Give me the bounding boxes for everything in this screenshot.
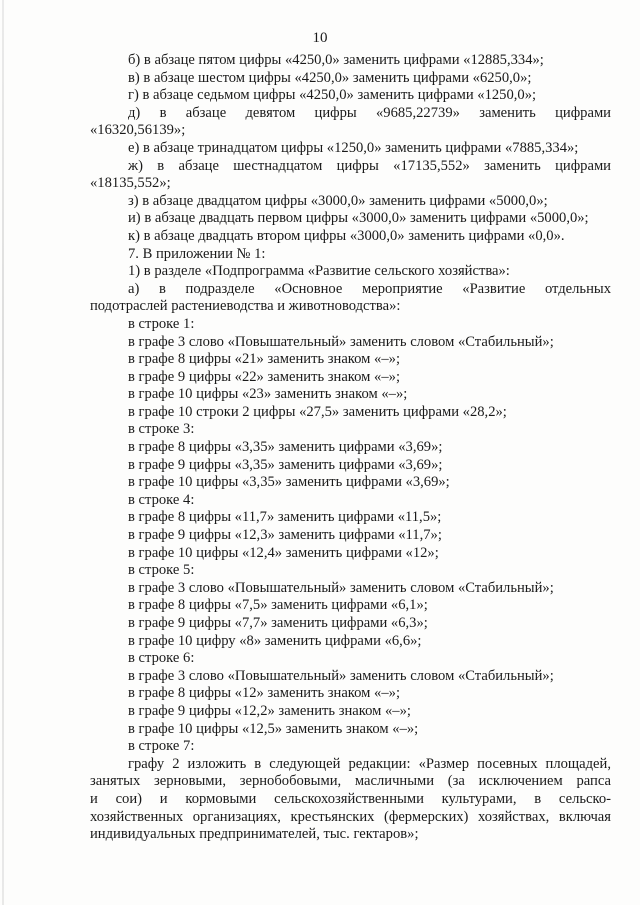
text-line: «16320,56139»; bbox=[90, 122, 186, 139]
text-line: в графе 8 цифры «11,7» заменить цифрами «11,5»; bbox=[128, 509, 442, 526]
text-line: в графе 9 цифры «22» заменить знаком «–»; bbox=[128, 368, 400, 385]
text-line: г) в абзаце седьмом цифры «4250,0» заменить цифрами «1250,0»; bbox=[128, 87, 537, 104]
text-line: занятых зерновыми, зернобобовыми, масличными (за исключением рапса bbox=[90, 773, 611, 790]
text-line: хозяйственных организациях, крестьянских (фермерских) хозяйствах, включая bbox=[90, 808, 611, 825]
text-line: подотраслей растениеводства и животноводства»: bbox=[90, 298, 401, 315]
text-line: а) в подразделе «Основное мероприятие «Развитие отдельных bbox=[128, 280, 611, 297]
text-line: 7. В приложении № 1: bbox=[128, 245, 266, 262]
text-line: в графе 8 цифры «12» заменить знаком «–»; bbox=[128, 685, 400, 702]
text-line: в графе 10 цифры «12,4» заменить цифрами «12»; bbox=[128, 544, 439, 561]
text-line: в строке 6: bbox=[128, 650, 195, 667]
text-line: 1) в разделе «Подпрограмма «Развитие сельского хозяйства»: bbox=[128, 263, 510, 280]
text-line: в строке 1: bbox=[128, 315, 195, 332]
text-line: в строке 3: bbox=[128, 421, 195, 438]
text-line: в графе 3 слово «Повышательный» заменить словом «Стабильный»; bbox=[128, 667, 554, 684]
text-line: в строке 7: bbox=[128, 738, 195, 755]
text-line: в графе 3 слово «Повышательный» заменить словом «Стабильный»; bbox=[128, 333, 554, 350]
text-line: в строке 4: bbox=[128, 491, 195, 508]
scan-edge-shadow bbox=[2, 0, 4, 905]
text-line: в графе 8 цифры «3,35» заменить цифрами «3,69»; bbox=[128, 439, 443, 456]
text-line: «18135,552»; bbox=[90, 175, 171, 192]
text-line: в графе 10 цифру «8» заменить цифрами «6,6»; bbox=[128, 632, 422, 649]
document-body bbox=[90, 52, 611, 844]
text-line: в) в абзаце шестом цифры «4250,0» заменить цифрами «6250,0»; bbox=[128, 69, 532, 86]
text-line: е) в абзаце тринадцатом цифры «1250,0» заменить цифрами «7885,334»; bbox=[128, 139, 579, 156]
text-line: индивидуальных предпринимателей, тыс. гектаров»; bbox=[90, 826, 419, 843]
text-line: в графе 8 цифры «21» заменить знаком «–»; bbox=[128, 351, 400, 368]
text-line: в графе 3 слово «Повышательный» заменить словом «Стабильный»; bbox=[128, 579, 554, 596]
text-line: в графе 10 цифры «23» заменить знаком «–»; bbox=[128, 386, 408, 403]
text-line: в графе 10 цифры «3,35» заменить цифрами «3,69»; bbox=[128, 474, 450, 491]
text-line: в графе 9 цифры «12,2» заменить знаком «–»; bbox=[128, 702, 411, 719]
text-line: в графе 9 цифры «7,7» заменить цифрами «6,3»; bbox=[128, 615, 428, 631]
text-line: к) в абзаце двадцать втором цифры «3000,0» заменить цифрами «0,0». bbox=[128, 227, 565, 244]
text-line: и) в абзаце двадцать первом цифры «3000,0» заменить цифрами «5000,0»; bbox=[128, 210, 589, 227]
text-line: д) в абзаце девятом цифры «9685,22739» заменить цифрами bbox=[128, 104, 611, 121]
text-line: б) в абзаце пятом цифры «4250,0» заменить цифрами «12885,334»; bbox=[128, 52, 544, 68]
text-line: в графе 10 строки 2 цифры «27,5» заменить цифрами «28,2»; bbox=[128, 403, 507, 420]
text-line: в графе 9 цифры «12,3» заменить цифрами «11,7»; bbox=[128, 527, 442, 544]
text-line: в строке 5: bbox=[128, 562, 195, 579]
text-line: ж) в абзаце шестнадцатом цифры «17135,552» заменить цифрами bbox=[128, 157, 611, 174]
text-line: и сои) и кормовыми сельскохозяйственными культурами, в сельско- bbox=[90, 790, 611, 807]
page-number: 10 bbox=[312, 30, 328, 46]
text-line: з) в абзаце двадцатом цифры «3000,0» заменить цифрами «5000,0»; bbox=[128, 192, 548, 209]
text-line: графу 2 изложить в следующей редакции: «Размер посевных площадей, bbox=[128, 755, 611, 772]
text-line: в графе 9 цифры «3,35» заменить цифрами «3,69»; bbox=[128, 456, 443, 473]
text-line: в графе 8 цифры «7,5» заменить цифрами «6,1»; bbox=[128, 597, 428, 614]
text-line: в графе 10 цифры «12,5» заменить знаком «–»; bbox=[128, 720, 419, 737]
